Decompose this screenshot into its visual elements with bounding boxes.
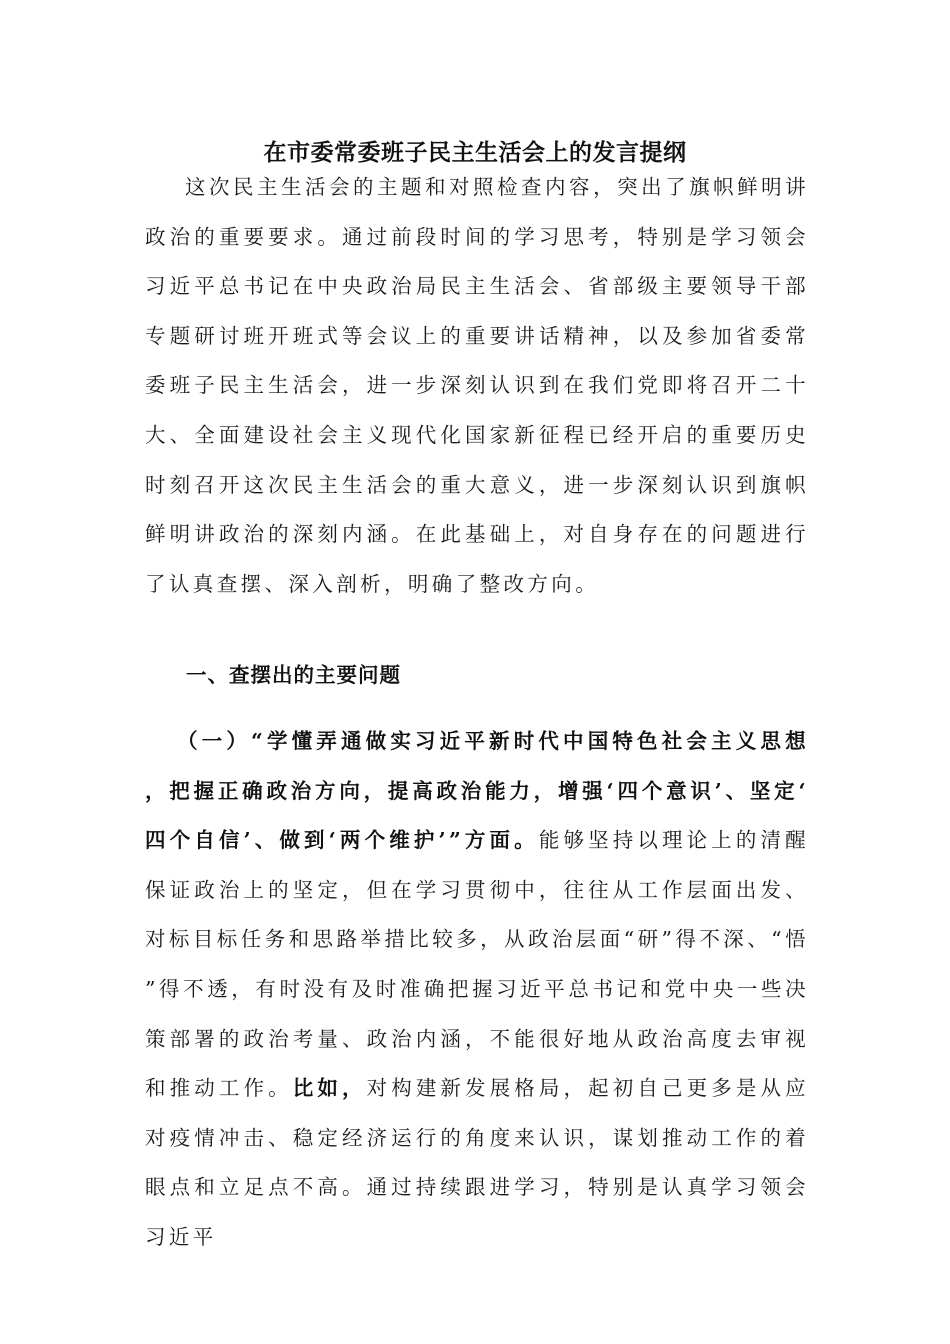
document-title: 在市委常委班子民主生活会上的发言提纲 [263, 139, 687, 166]
section-heading: 一、查摆出的主要问题 [186, 663, 401, 687]
intro-paragraph: 这次民主生活会的主题和对照检查内容，突出了旗帜鲜明讲政治的重要要求。通过前段时间的学习思考，特别是学习领会习近平总书记在中央政治局民主生活会、省部级主要领导干部专题研讨班开班式等会议上的重要讲话精神，以及参加省委常委班子民主生活会，进一步深刻认识到在我们党即将召开二十大、全面建设社会主义现代化国家新征程已经开启的重要历史时刻召开这次民主生活会的重大意义，进一步深刻认识到旗帜鲜明讲政治的深刻内涵。在此基础上，对自身存在的问题进行了认真查摆、深入剖析，明确了整改方向。 [145, 175, 809, 596]
point-one-text: 能够坚持以理论上的清醒保证政治上的坚定，但在学习贯彻中，往往从工作层面出发、对标目标任务和思路举措比较多，从政治层面“研”得不深、“悟”得不透，有时没有及时准确把握习近平总书记和党中央一些决策部署的政治考量、政治内涵，不能很好地从政治高度去审视和推动工作。 [145, 828, 810, 1101]
example-label: 比如， [292, 1076, 367, 1101]
point-one-heading: （一）“学懂弄通做实习近平新时代中国特色社会主义思想，把握正确政治方向，提高政治能力，增强‘四个意识’、坚定‘四个自信’、做到‘两个维护’”方面。 [145, 729, 809, 853]
point-one-paragraph [145, 717, 809, 1263]
point-one-example-text: 对构建新发展格局，起初自己更多是从应对疫情冲击、稳定经济运行的角度来认识，谋划推动工作的着眼点和立足点不高。通过持续跟进学习，特别是认真学习领会习近平 [145, 1076, 809, 1249]
